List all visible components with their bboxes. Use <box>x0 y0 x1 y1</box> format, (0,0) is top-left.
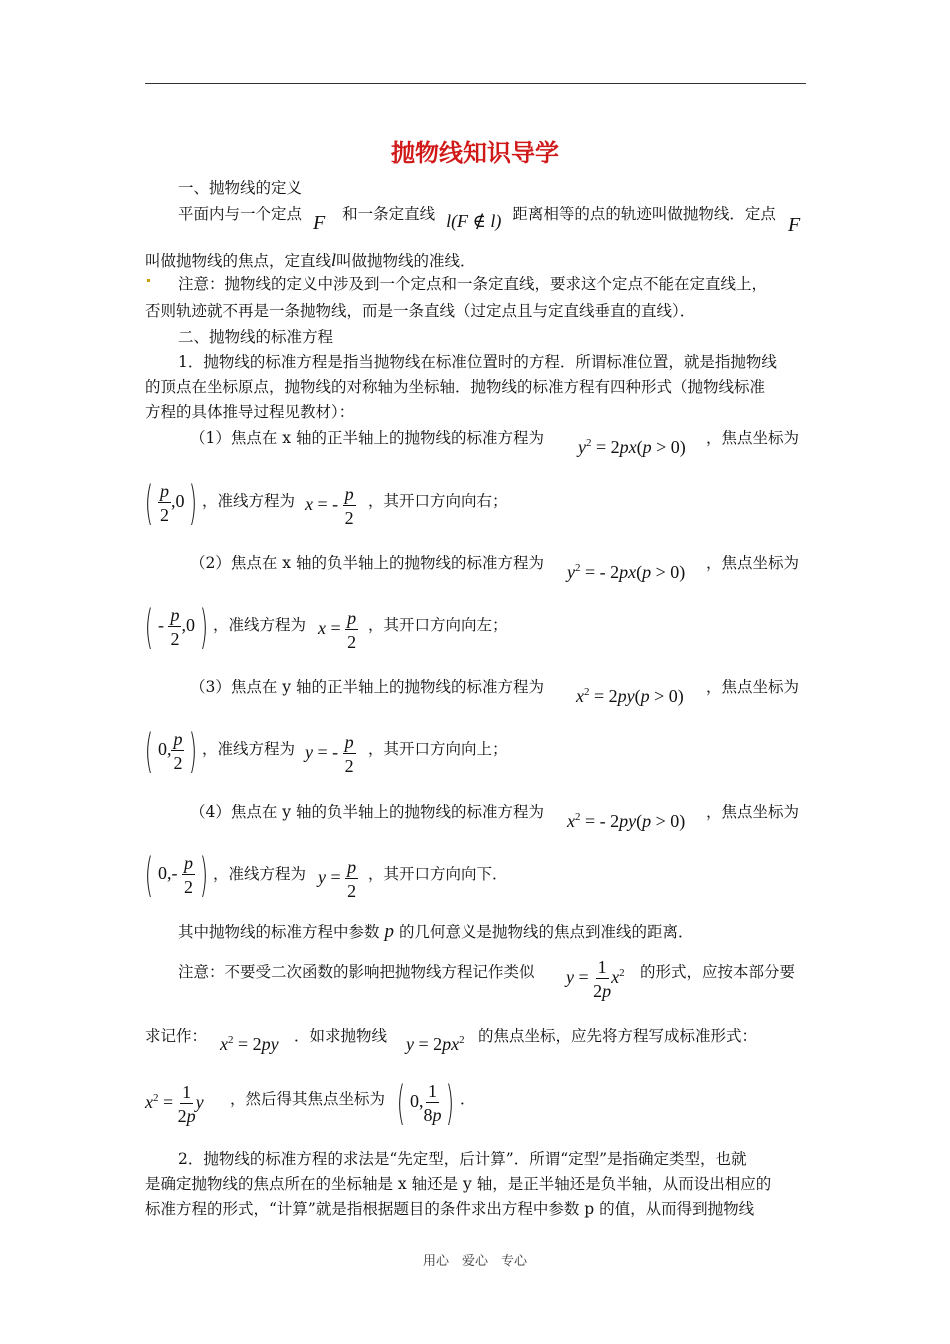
case-2-text: （2）焦点在 x 轴的负半轴上的抛物线的标准方程为 <box>190 554 544 572</box>
case-3-directrix-label: ，准线方程为 <box>202 740 296 758</box>
case-4-directrix-label: ，准线方程为 <box>213 865 307 883</box>
para-1-line-1: 1．抛物线的标准方程是指当抛物线在标准位置时的方程．所谓标准位置，就是指抛物线 <box>178 353 777 371</box>
header-rule <box>145 83 806 84</box>
page-title: 抛物线知识导学 <box>391 139 559 167</box>
case-2-opening: ，其开口方向向左； <box>368 616 508 634</box>
note-2-line-1-tail: 的形式，应按本部分要 <box>640 963 796 981</box>
note-2-example-equation: $y = 2px^2$ <box>406 1034 465 1054</box>
param-p-line: 其中抛物线的标准方程中参数 p 的几何意义是抛物线的焦点到准线的距离． <box>178 921 694 942</box>
case-1-equation: $y^2 = 2px(p > 0)$ <box>578 437 686 457</box>
math-F: F <box>788 214 801 236</box>
case-2-equation: $y^2$ = - 2px(p > 0) <box>567 562 686 582</box>
case-3-focus: ( 0, $\frac{p}{2}$ ) <box>144 724 198 778</box>
case-2-focus: ( - $\frac{p}{2}$ ,0 ) <box>144 600 208 654</box>
case-2-directrix: x = $\frac{p}{2}$ <box>318 608 357 652</box>
para-2-line-1: 2．抛物线的标准方程的求法是“先定型，后计算”．所谓“定型”是指确定类型，也就 <box>178 1150 747 1168</box>
para-1-line-2: 的顶点在坐标原点，抛物线的对称轴为坐标轴．抛物线的标准方程有四种形式（抛物线标准 <box>145 378 766 396</box>
note-2-rewritten-equation: $x^2$ = $\frac{1}{2p}$ y <box>145 1082 204 1126</box>
case-3-directrix: y = - $\frac{p}{2}$ <box>305 732 354 776</box>
para-2-line-3: 标准方程的形式，“计算”就是指根据题目的条件求出方程中参数 p 的值，从而得到抛物线 <box>145 1200 755 1218</box>
case-2-directrix-label: ，准线方程为 <box>213 616 307 634</box>
page-footer: 用心 爱心 专心 <box>422 1254 527 1269</box>
note-2-standard-form: $x^2 = 2py$ <box>220 1034 279 1054</box>
bullet-mark <box>147 279 150 282</box>
case-4-tail: ，焦点坐标为 <box>706 803 800 821</box>
note-1-line-1: 注意：抛物线的定义中涉及到一个定点和一条定直线，要求这个定点不能在定直线上， <box>178 275 768 293</box>
para-1-line-3: 方程的具体推导过程见教材）： <box>145 403 355 421</box>
case-3-text: （3）焦点在 y 轴的正半轴上的抛物线的标准方程为 <box>190 678 544 696</box>
case-3-tail: ，焦点坐标为 <box>706 678 800 696</box>
para-2-line-2: 是确定抛物线的焦点所在的坐标轴是 x 轴还是 y 轴，是正半轴还是负半轴，从而设出相应的 <box>145 1175 772 1193</box>
definition-line-2: 叫做抛物线的焦点，定直线l叫做抛物线的准线． <box>145 250 476 270</box>
case-2-tail: ，焦点坐标为 <box>706 554 800 572</box>
section-heading-definition: 一、抛物线的定义 <box>178 179 303 197</box>
note-2-line-2-label: 求记作： <box>145 1027 208 1045</box>
case-1-opening: ，其开口方向向右； <box>368 492 508 510</box>
note-2-line-2-tail: 的焦点坐标，应先将方程写成标准形式： <box>478 1027 758 1045</box>
note-2-line-2-mid: ．如求抛物线 <box>294 1027 388 1045</box>
case-4-directrix: y = $\frac{p}{2}$ <box>318 857 357 901</box>
note-2-line-1-text: 注意：不要受二次函数的影响把抛物线方程记作类似 <box>178 963 535 981</box>
section-heading-standard-equation: 二、抛物线的标准方程 <box>178 328 334 346</box>
case-3-opening: ，其开口方向向上； <box>368 740 508 758</box>
case-4-equation: $x^2$ = - 2py(p > 0) <box>567 811 686 831</box>
case-1-directrix: x = - $\frac{p}{2}$ <box>305 484 354 528</box>
note-1-line-2: 否则轨迹就不再是一条抛物线，而是一条直线（过定点且与定直线垂直的直线）． <box>145 302 696 320</box>
case-1-directrix-label: ，准线方程为 <box>202 492 296 510</box>
case-4-focus: ( 0,- $\frac{p}{2}$ ) <box>144 848 208 902</box>
definition-line-1: 平面内与一个定点 F 和一条定直线 l(F ∉ l) 距离相等的点的轨迹叫做抛物线．定点 <box>178 205 776 234</box>
case-4-opening: ，其开口方向向下． <box>368 865 508 883</box>
case-1-focus: ( $\frac{p}{2}$ ,0 ) <box>144 476 198 530</box>
case-4-text: （4）焦点在 y 轴的负半轴上的抛物线的标准方程为 <box>190 803 544 821</box>
case-1-text: （1）焦点在 x 轴的正半轴上的抛物线的标准方程为 <box>190 429 544 447</box>
note-2-line-3-text: ，然后得其焦点坐标为 <box>230 1090 386 1108</box>
note-2-line-3-end: ． <box>460 1090 476 1108</box>
note-2-focus-coordinates: ( 0, $\frac{1}{8p}$ ) <box>396 1076 455 1130</box>
note-2-quadratic-form: y = $\frac{1}{2p}$ $x^2$ <box>566 957 625 1001</box>
case-1-tail: ，焦点坐标为 <box>706 429 800 447</box>
case-3-equation: $x^2 = 2py(p > 0)$ <box>576 686 684 706</box>
